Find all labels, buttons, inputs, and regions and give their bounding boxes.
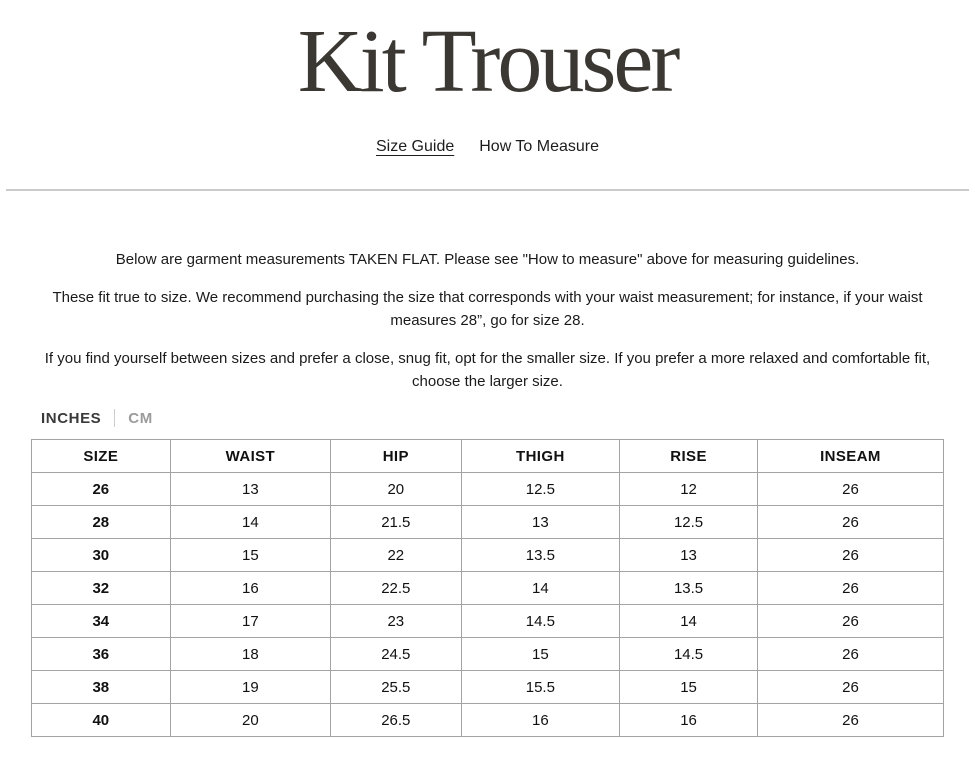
unit-option-cm[interactable]: CM: [128, 409, 153, 427]
measurement-cell: 14: [461, 572, 620, 605]
measurement-cell: 13.5: [620, 572, 758, 605]
measurement-cell: 13: [620, 539, 758, 572]
size-cell: 26: [32, 473, 171, 506]
measurement-cell: 12.5: [461, 473, 620, 506]
measurement-cell: 13: [461, 506, 620, 539]
measurement-cell: 26: [757, 506, 943, 539]
column-header-rise: RISE: [620, 440, 758, 473]
measurement-cell: 20: [331, 473, 461, 506]
table-row: [32, 638, 944, 671]
table-row: [32, 473, 944, 506]
table-row: [32, 506, 944, 539]
measurement-cell: 14: [620, 605, 758, 638]
note-between-sizes: If you find yourself between sizes and prefer a close, snug fit, opt for the smaller size. If you prefer a more relaxed and comfortable fit, choose the larger size.: [44, 350, 931, 390]
measurement-cell: 12.5: [620, 506, 758, 539]
table-header-row: [32, 440, 944, 473]
measurement-cell: 26: [757, 704, 943, 737]
column-header-thigh: THIGH: [461, 440, 620, 473]
measurement-cell: 15: [620, 671, 758, 704]
unit-toggle: [31, 409, 944, 427]
measurement-cell: 26.5: [331, 704, 461, 737]
measurement-cell: 22: [331, 539, 461, 572]
size-cell: 36: [32, 638, 171, 671]
measurement-cell: 25.5: [331, 671, 461, 704]
measurement-cell: 26: [757, 605, 943, 638]
tab-size-guide[interactable]: Size Guide: [375, 138, 455, 155]
size-cell: 38: [32, 671, 171, 704]
size-cell: 34: [32, 605, 171, 638]
page-title: Kit Trouser: [297, 12, 678, 111]
measurement-cell: 16: [170, 572, 331, 605]
measurement-cell: 23: [331, 605, 461, 638]
unit-toggle-separator: [114, 409, 115, 427]
table-row: [32, 671, 944, 704]
column-header-inseam: INSEAM: [757, 440, 943, 473]
measurement-cell: 16: [461, 704, 620, 737]
note-taken-flat: Below are garment measurements TAKEN FLAT. Please see "How to measure" above for measuring guidelines.: [115, 251, 860, 268]
size-chart-table: [31, 439, 944, 737]
column-header-hip: HIP: [331, 440, 461, 473]
measurement-cell: 19: [170, 671, 331, 704]
measurement-cell: 15: [461, 638, 620, 671]
column-header-waist: WAIST: [170, 440, 331, 473]
size-chart-body: [32, 473, 944, 737]
tab-how-to-measure[interactable]: How To Measure: [479, 138, 600, 155]
measurement-cell: 24.5: [331, 638, 461, 671]
table-row: [32, 539, 944, 572]
measurement-cell: 26: [757, 572, 943, 605]
measurement-cell: 13: [170, 473, 331, 506]
measurement-cell: 26: [757, 671, 943, 704]
note-true-to-size: These fit true to size. We recommend purchasing the size that corresponds with your waist measurement; for instance, if your waist measures 28”, go for size 28.: [52, 289, 923, 329]
measurement-cell: 13.5: [461, 539, 620, 572]
size-guide-panel: [31, 248, 944, 737]
tab-bar: [0, 138, 975, 156]
size-cell: 32: [32, 572, 171, 605]
measurement-cell: 26: [757, 473, 943, 506]
table-row: [32, 572, 944, 605]
measurement-cell: 22.5: [331, 572, 461, 605]
table-row: [32, 704, 944, 737]
measurement-cell: 18: [170, 638, 331, 671]
measurement-cell: 14.5: [461, 605, 620, 638]
header-divider: [6, 189, 969, 191]
measurement-cell: 26: [757, 539, 943, 572]
measuring-notes: [31, 248, 944, 393]
size-cell: 40: [32, 704, 171, 737]
size-cell: 28: [32, 506, 171, 539]
measurement-cell: 16: [620, 704, 758, 737]
measurement-cell: 21.5: [331, 506, 461, 539]
table-row: [32, 605, 944, 638]
column-header-size: SIZE: [32, 440, 171, 473]
unit-option-inches[interactable]: INCHES: [41, 409, 102, 427]
measurement-cell: 15.5: [461, 671, 620, 704]
measurement-cell: 15: [170, 539, 331, 572]
measurement-cell: 26: [757, 638, 943, 671]
measurement-cell: 14.5: [620, 638, 758, 671]
measurement-cell: 14: [170, 506, 331, 539]
size-cell: 30: [32, 539, 171, 572]
measurement-cell: 17: [170, 605, 331, 638]
measurement-cell: 12: [620, 473, 758, 506]
measurement-cell: 20: [170, 704, 331, 737]
